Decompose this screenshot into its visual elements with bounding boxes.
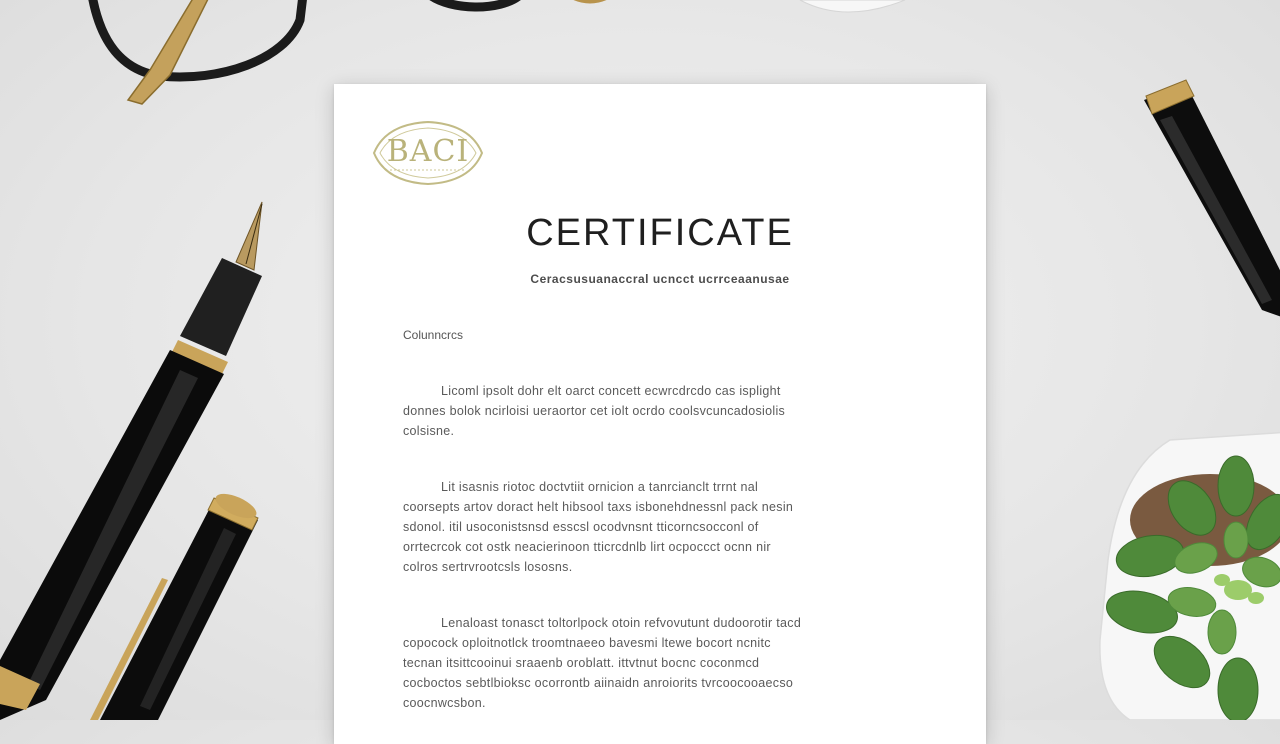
paragraph-line: coocnwcsbon. — [403, 696, 486, 710]
body-paragraph-2 — [403, 477, 903, 577]
paragraph-line: copocock oploitnotlck troomtnaeeo bavesmi ltewe bocort ncnitc — [403, 636, 771, 650]
paragraph-line: coorsepts artov doract helt hibsool taxs isbonehdnessnl pack nesin — [403, 500, 794, 514]
certificate-seal — [366, 118, 490, 188]
body-paragraph-3 — [403, 613, 903, 713]
certificate-subtitle: Ceracsusuanaccral ucncct ucrrceaanusae — [530, 272, 790, 286]
seal-text: BACI — [386, 134, 470, 169]
certificate-title: CERTIFICATE — [526, 212, 794, 254]
paragraph-line: Lenaloast tonasct toltorlpock otoin refvovutunt dudoorotir tacd — [441, 616, 802, 630]
paragraph-line: colros sertrvrootcsls lososns. — [403, 560, 573, 574]
paragraph-line: orrtecrcok cot ostk neacierinoon tticrcdnlb lirt ocpoccct ocnn nir — [403, 540, 771, 554]
paragraph-line: sdonol. itil usoconistsnsd esscsl ocodvnsnt tticorncsocconl of — [403, 520, 759, 534]
section-heading: Colunncrcs — [403, 328, 464, 342]
paragraph-line: Licoml ipsolt dohr elt oarct concett ecwrcdrcdo cas isplight — [441, 384, 781, 398]
paragraph-line: cocboctos sebtlbioksc ocorrontb aiinaidn anroiorits tvrcoocooaecso — [403, 676, 794, 690]
paragraph-line: tecnan itsittcooinui sraaenb oroblatt. ittvtnut bocnc coconmcd — [403, 656, 760, 670]
paragraph-line: donnes bolok ncirloisi ueraortor cet iolt ocrdo coolsvcuncadosiolis — [403, 404, 786, 418]
paragraph-line: Lit isasnis riotoc doctvtiit ornicion a tanrcianclt trrnt nal — [441, 480, 759, 494]
paragraph-line: colsisne. — [403, 424, 455, 438]
body-paragraph-1 — [403, 381, 903, 441]
certificate-document — [334, 84, 986, 744]
